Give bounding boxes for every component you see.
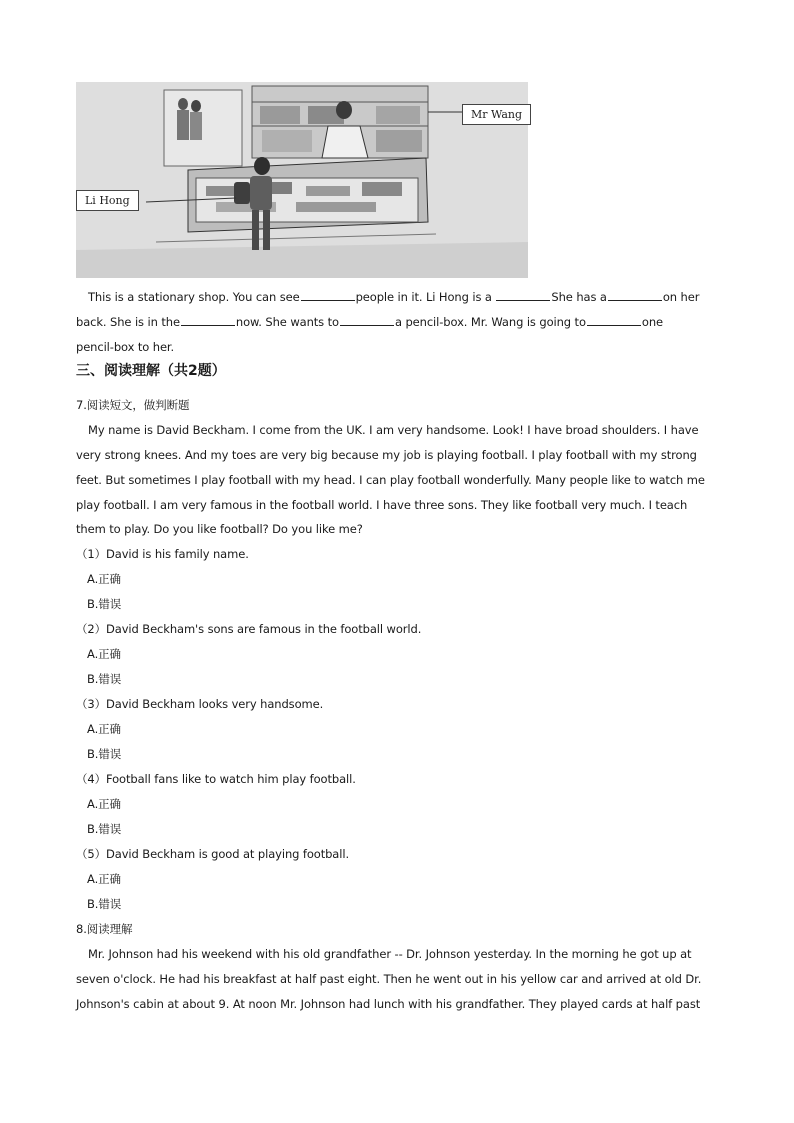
option-true[interactable]: A.正确 xyxy=(87,872,121,886)
shop-illustration xyxy=(76,82,528,278)
passage-line: play football. I am very famous in the football world. I have three sons. They like football very much. I teach xyxy=(76,498,688,512)
question-item: （2）David Beckham's sons are famous in the football world. xyxy=(76,622,422,636)
section-heading: 三、阅读理解（共2题） xyxy=(76,363,226,379)
question-item: （5）David Beckham is good at playing football. xyxy=(76,847,350,861)
answer-blank[interactable] xyxy=(496,289,550,301)
fill-blank-text: She has a xyxy=(551,290,607,304)
question-item: （3）David Beckham looks very handsome. xyxy=(76,697,324,711)
answer-blank[interactable] xyxy=(301,289,355,301)
answer-blank[interactable] xyxy=(181,314,235,326)
passage-line: My name is David Beckham. I come from the UK. I am very handsome. Look! I have broad shoulders. I have xyxy=(88,423,699,437)
fill-blank-text: on her xyxy=(662,290,700,304)
fill-blank-text: now. She wants to xyxy=(235,315,339,329)
fill-blank-line-1 xyxy=(88,289,699,305)
option-false[interactable]: B.错误 xyxy=(87,747,122,761)
passage-line: feet. But sometimes I play football with my head. I can play football wonderfully. Many people like to watch me xyxy=(76,473,705,487)
passage-line: Johnson's cabin at about 9. At noon Mr. Johnson had lunch with his grandfather. They played cards at half past xyxy=(76,997,701,1011)
question-item: （1）David is his family name. xyxy=(76,547,249,561)
fill-blank-text: back. She is in the xyxy=(76,315,180,329)
option-true[interactable]: A.正确 xyxy=(87,797,121,811)
option-true[interactable]: A.正确 xyxy=(87,572,121,586)
answer-blank[interactable] xyxy=(608,289,662,301)
answer-blank[interactable] xyxy=(587,314,641,326)
fill-blank-line-2 xyxy=(76,314,663,330)
option-false[interactable]: B.错误 xyxy=(87,822,122,836)
question-8-title: 8.阅读理解 xyxy=(76,922,133,936)
passage-line: Mr. Johnson had his weekend with his old grandfather -- Dr. Johnson yesterday. In the morning he got up at xyxy=(88,947,692,961)
option-false[interactable]: B.错误 xyxy=(87,897,122,911)
question-item: （4）Football fans like to watch him play football. xyxy=(76,772,356,786)
fill-blank-line-3: pencil-box to her. xyxy=(76,340,175,354)
mr-wang-label: Mr Wang xyxy=(462,104,531,125)
fill-blank-text: people in it. Li Hong is a xyxy=(355,290,496,304)
fill-blank-text: one xyxy=(641,315,663,329)
fill-blank-text: This is a stationary shop. You can see xyxy=(88,290,300,304)
passage-line: seven o'clock. He had his breakfast at half past eight. Then he went out in his yellow car and arrived at old Dr. xyxy=(76,972,702,986)
option-true[interactable]: A.正确 xyxy=(87,647,121,661)
passage-line: them to play. Do you like football? Do you like me? xyxy=(76,522,363,536)
option-false[interactable]: B.错误 xyxy=(87,672,122,686)
option-true[interactable]: A.正确 xyxy=(87,722,121,736)
option-false[interactable]: B.错误 xyxy=(87,597,122,611)
question-7-title: 7.阅读短文，做判断题 xyxy=(76,398,190,412)
fill-blank-text: a pencil-box. Mr. Wang is going to xyxy=(394,315,586,329)
shop-scene-drawing xyxy=(76,82,528,278)
li-hong-label: Li Hong xyxy=(76,190,139,211)
answer-blank[interactable] xyxy=(340,314,394,326)
passage-line: very strong knees. And my toes are very big because my job is playing football. I play football with my strong xyxy=(76,448,697,462)
